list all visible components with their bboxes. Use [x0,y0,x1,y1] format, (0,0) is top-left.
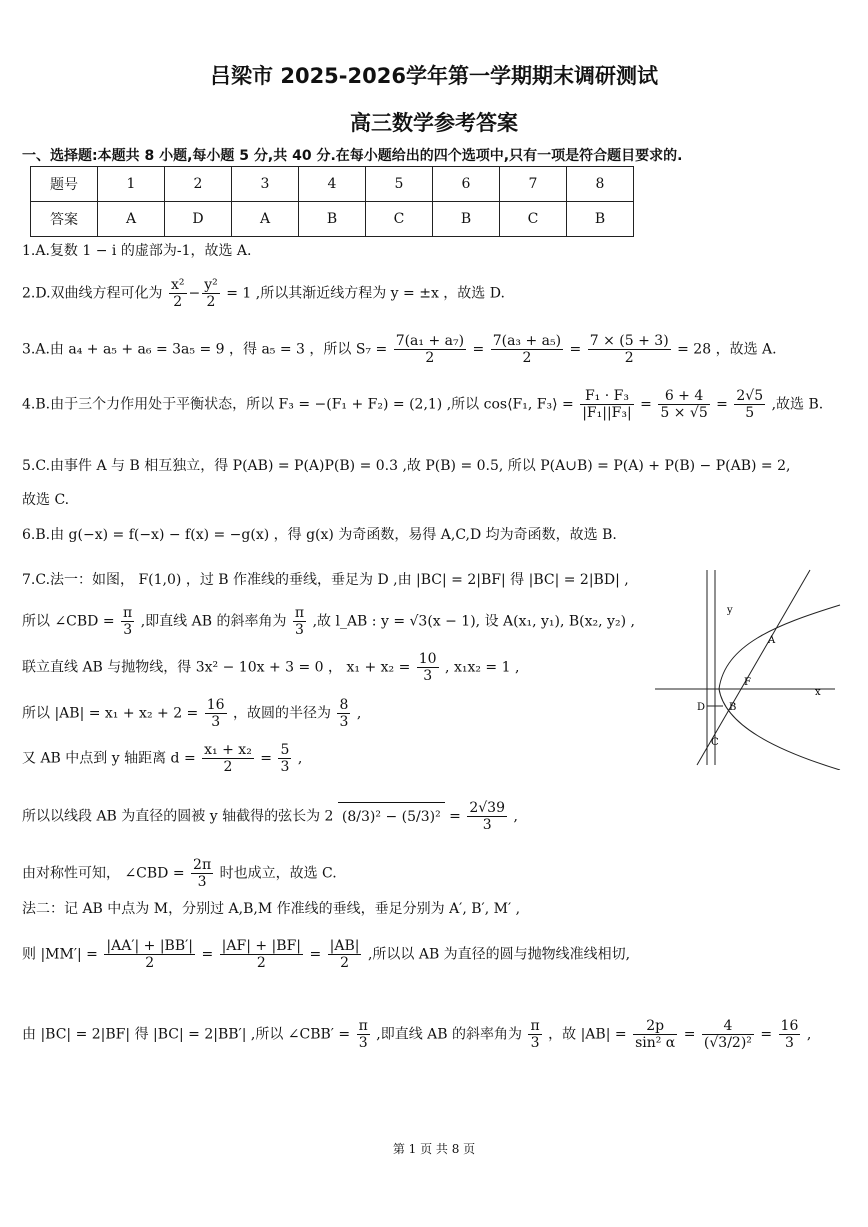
numerator: 2√5 [736,388,764,404]
page-subtitle: 高三数学参考答案 [350,111,518,135]
denominator: 3 [339,714,349,730]
denominator: 2 [256,955,266,971]
solution-text: 所以 |AB| = x₁ + x₂ + 2 = [22,705,199,722]
denominator: 2 [223,759,233,775]
solution-text: ，故 [548,1026,577,1043]
denominator: 2 [624,350,634,366]
denominator: 2 [145,955,155,971]
numerator: 16 [206,697,225,713]
line-ab [697,570,810,765]
numerator: π [294,605,305,621]
table-cell: B [299,202,366,237]
numerator: x² [171,277,185,293]
solution-text: 所以 ∠CBD = [22,613,115,630]
solution-7-line5: 又 AB 中点到 y 轴距离 d = $\frac{\text{x₁ + x₂}}{2}$ = $\frac{5}{3}$ , [22,742,303,775]
solution-5-end: 故选 C. [22,492,70,508]
solution-6: 6.B.由 g(−x) = f(−x) − f(x) = −g(x) ，得 g(x) 为奇函数，易得 A,C,D 均为奇函数，故选 B. [22,527,617,543]
solution-text: = 28 ，故选 A. [677,341,777,358]
sqrt-expression: (8/3)² − (5/3)² [338,802,445,825]
solution-7-line4 [22,697,361,730]
solution-text: 由对称性可知， ∠CBD = [22,865,185,882]
denominator: 5 [745,405,755,421]
fraction [467,800,507,833]
solution-4: 4.B.由于三个力作用处于平衡状态，所以 F₃ = −(F₁ + F₂) = (2,1) ,所以 cos⟨F₁, F₃⟩ = $\frac{\text{F₁ · F₃}}{\text{|F₁||F₃|}}$ = $\frac{6 + 4}{5 \times √5}$ = $\frac{2√5}{5}$ ,故选 B. [22,388,824,421]
denominator: 3 [482,817,492,833]
fraction [293,605,306,638]
fraction [169,277,187,310]
solution-7: 7.C.法一：如图， F(1,0) ，过 B 作准线的垂线，垂足为 D ,由 |BC| = 2|BF| 得 |BC| = 2|BD| , [22,572,629,588]
section-heading: 一、选择题:本题共 8 小题,每小题 5 分,共 40 分.在每小题给出的四个选项中,只有一项是符合题目要求的. [22,148,683,164]
label-x: x [815,687,821,698]
solution-7-line3 [22,651,519,684]
numerator: π [530,1018,540,1034]
solution-text: ,故 l_AB : y = √3(x − 1), 设 A(x₁, y₁), B(x₂, y₂) , [312,613,635,630]
solution-text: 3.A.由 a₄ + a₅ + a₆ = 3a₅ = 9 ，得 a₅ = 3 ，所以 S₇ = [22,341,388,358]
table-header-cell: 题号 [31,167,98,202]
denominator: 3 [358,1035,368,1051]
denominator: 3 [295,622,304,638]
fraction [220,938,303,971]
solution-text: 则 |MM′| = [22,946,98,963]
numerator: 2√39 [469,800,505,816]
solution-text: , [297,750,303,767]
page-footer: 第 1 页 共 8 页 [392,1142,476,1156]
fraction [528,1018,541,1051]
denominator: 3 [530,1035,540,1051]
table-cell: A [232,202,299,237]
denominator: 2 [425,350,435,366]
solution-text: ,所以以 AB 为直径的圆与抛物线准线相切, [367,946,631,963]
solution-text: ,所以其渐近线方程为 y = ±x ，故选 D. [255,285,505,302]
denominator: (√3/2)² [703,1035,752,1051]
table-cell: 8 [567,167,634,202]
fraction [580,388,634,421]
solution-3: 3.A.由 a₄ + a₅ + a₆ = 3a₅ = 9 ，得 a₅ = 3 ，所以 S₇ = $\frac{\text{7(a₁ + a₇)}}{2}$ = $\frac{\text{7(a₃ + a₅)}}{2}$ = $\frac{7 \times (5 + 3)}{2}$ = 28 ，故选 A. [22,333,777,366]
table-cell: B [567,202,634,237]
solution-text: ,即直线 AB 的斜率角为 [140,613,287,630]
fraction [394,333,466,366]
numerator: |AF| + |BF| [221,938,301,954]
fraction [191,857,213,890]
numerator: 8 [339,697,349,713]
equation-text: |AB| = [580,1026,627,1043]
page-title: 吕梁市 2025-2026学年第一学期期末调研测试 [210,64,658,88]
solution-text: 4.B.由于三个力作用处于平衡状态，所以 F₃ = −(F₁ + F₂) = (2,1) ,所以 cos⟨F₁, F₃⟩ = [22,396,574,413]
numerator: |AA′| + |BB′| [106,938,194,954]
table-cell: 2 [165,167,232,202]
fraction [104,938,195,971]
solution-text: 2.D.双曲线方程可化为 [22,285,163,302]
numerator: 5 [280,742,290,758]
table-cell: 3 [232,167,299,202]
table-cell: A [98,202,165,237]
numerator: 6 + 4 [658,388,709,405]
solution-text: , [356,705,362,722]
label-b: B [729,702,737,713]
label-c: C [711,737,719,748]
numerator: 7(a₃ + a₅) [492,333,562,349]
solution-text: ,即直线 AB 的斜率角为 [376,1026,523,1043]
solution-7-method2-line2: 则 |MM′| = $\frac{|AA'| + |BB'|}{2}$ = $\frac{|AF| + |BF|}{2}$ = $\frac{|AB|}{2}$ ,所以以 AB 为直径的圆与抛物线准线相切, [22,938,631,971]
numerator: F₁ · F₃ [580,388,634,405]
denominator: 3 [197,874,207,890]
denominator: 3 [211,714,221,730]
numerator: π [358,1018,368,1034]
solution-text: 又 AB 中点到 y 轴距离 d = [22,750,196,767]
label-d: D [697,702,706,713]
parabola-figure [655,565,845,770]
denominator: 2 [522,350,532,366]
fraction [779,1018,801,1051]
fraction [121,605,134,638]
denominator: 3 [423,668,433,684]
numerator: 4 [702,1018,754,1035]
solution-text: , [513,808,518,825]
solution-7-line2 [22,605,635,638]
fraction [202,277,220,310]
denominator: 2 [173,294,183,310]
solution-7-method2: 法二：记 AB 中点为 M，分别过 A,B,M 作准线的垂线，垂足分别为 A′, B′, M′ , [22,901,521,917]
solution-2: 2.D.双曲线方程可化为 $\frac{\text{x²}}{2}$ − $\frac{\text{y²}}{2}$ = 1 ,所以其渐近线方程为 y = ±x ，故选 D. [22,277,505,310]
table-cell: D [165,202,232,237]
fraction [205,697,227,730]
solution-text: , x₁x₂ = 1 , [445,659,520,676]
denominator: 3 [123,622,133,638]
table-cell: 5 [366,167,433,202]
fraction [328,938,362,971]
fraction [588,333,671,366]
numerator: y² [204,277,218,293]
table-cell: C [500,202,567,237]
denominator: 3 [280,759,290,775]
parabola-curve [719,605,840,770]
solution-text: , [806,1026,812,1043]
fraction [337,697,350,730]
numerator: |AB| [329,938,360,954]
table-header-cell: 答案 [31,202,98,237]
denominator: |F₁||F₃| [582,405,632,421]
fraction [702,1018,754,1051]
numerator: 10 [418,651,437,667]
label-y: y [727,605,733,616]
fraction [633,1018,677,1051]
numerator: x₁ + x₂ [204,742,252,758]
table-cell: 4 [299,167,366,202]
table-cell: B [433,202,500,237]
numerator: 2p [633,1018,677,1035]
denominator: sin² α [635,1035,676,1051]
denominator: 5 × √5 [660,405,708,421]
solution-7-line6: 所以以线段 AB 为直径的圆被 y 轴截得的弦长为 2 (8/3)² − (5/3)² = $\frac{2√39}{3}$ , [22,800,518,833]
solution-5: 5.C.由事件 A 与 B 相互独立，得 P(AB) = P(A)P(B) = 0.3 ,故 P(B) = 0.5, 所以 P(A∪B) = P(A) + P(B) − P(AB) = 2, [22,458,791,474]
table-cell: 1 [98,167,165,202]
answer-table [30,166,634,237]
table-cell: 7 [500,167,567,202]
solution-text: ，故圆的半径为 [233,705,332,722]
numerator: 7 × (5 + 3) [589,333,669,349]
solution-text: 时也成立，故选 C. [219,865,337,882]
fraction [357,1018,370,1051]
fraction [417,651,439,684]
solution-text: 由 |BC| = 2|BF| 得 |BC| = 2|BB′| ,所以 ∠CBB′ = [22,1026,351,1043]
table-cell: 6 [433,167,500,202]
label-a: A [768,635,776,646]
numerator: π [123,605,133,621]
solution-7-line7 [22,857,337,890]
fraction [734,388,765,421]
fraction [491,333,563,366]
numerator: 16 [780,1018,799,1034]
fraction [202,742,254,775]
fraction [278,742,291,775]
denominator: 3 [785,1035,794,1051]
table-cell: C [366,202,433,237]
numerator: 7(a₁ + a₇) [395,333,465,349]
label-f: F [744,677,751,688]
solution-text: ,故选 B. [771,396,824,413]
denominator: 2 [206,294,216,310]
equation-text: = 1 [226,285,252,302]
denominator: 2 [340,955,350,971]
solution-text: 所以以线段 AB 为直径的圆被 y 轴截得的弦长为 2 [22,808,334,825]
solution-7-method2-line3: 由 |BC| = 2|BF| 得 |BC| = 2|BB′| ,所以 ∠CBB′ = $\frac{\pi}{3}$ ,即直线 AB 的斜率角为 $\frac{\pi}{3}$ ，故 |AB| = $\frac{2p}{\text{sin² α}}$ = $\frac{4}{\text{(√3/2)²}}$ = $\frac{16}{3}$ , [22,1018,812,1051]
numerator: 2π [193,857,212,873]
fraction [658,388,709,421]
table-row [31,202,634,237]
solution-1: 1.A.复数 1 − i 的虚部为-1，故选 A. [22,243,252,259]
table-row [31,167,634,202]
solution-text: 联立直线 AB 与抛物线，得 3x² − 10x + 3 = 0 ， x₁ + x₂ = [22,659,411,676]
